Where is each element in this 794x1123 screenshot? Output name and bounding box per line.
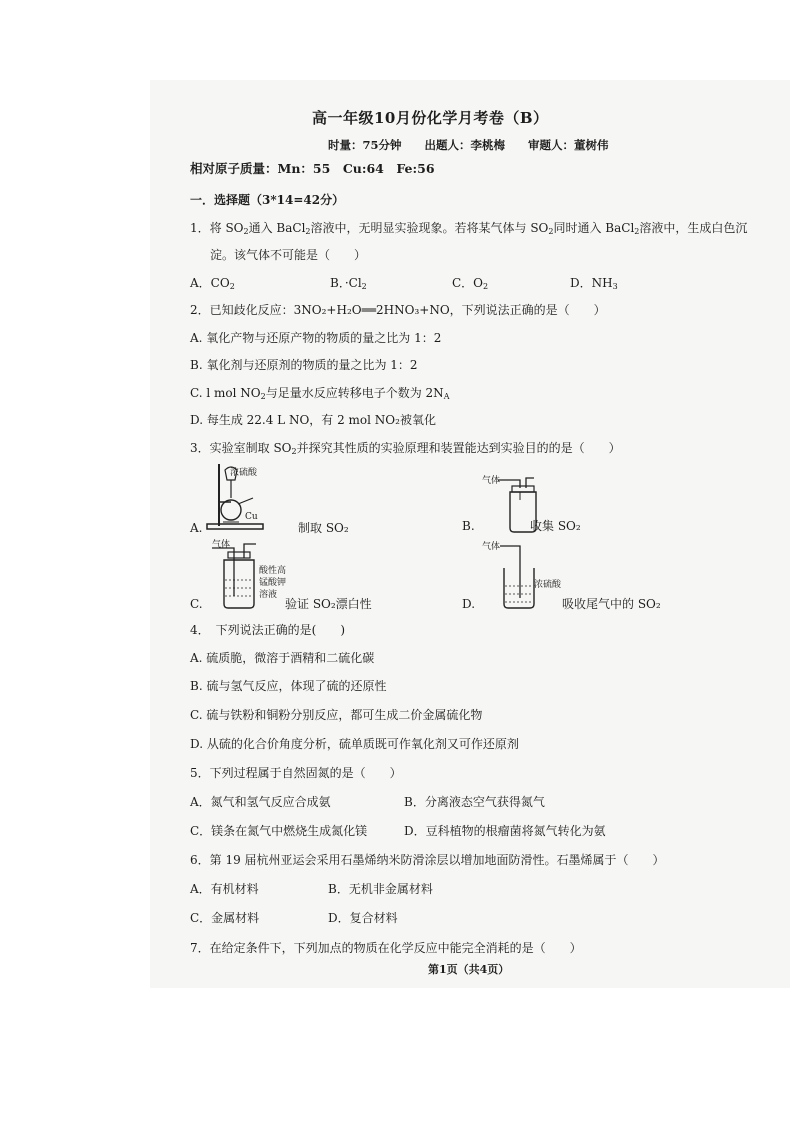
q3-c-solution-line2: 锰酸钾 [259,578,287,588]
q3-c-solution-line1: 酸性高 [259,566,287,576]
q7-stem: 7．在给定条件下，下列加点的物质在化学反应中能完全消耗的是（ ） [190,941,582,955]
q2-option-b[interactable]: B. 氧化剂与还原剂的物质的量之比为 1：2 [190,358,418,372]
q3-a-label-acid: 浓硫酸 [230,468,258,478]
q1-stem-line2: 淀。该气体不可能是（ ） [210,248,367,262]
q5-option-b[interactable]: B．分离液态空气获得氮气 [404,795,545,809]
q3-c-gas-label: 气体 [212,540,231,550]
beaker-absorption-apparatus [498,540,538,610]
q3-c-solution-line3: 溶液 [259,590,278,600]
q3-option-c-text: 验证 SO₂漂白性 [285,597,372,611]
exam-meta: 时量：75分钟 出题人：李桃梅 审题人：董树伟 [328,138,609,152]
q6-option-a[interactable]: A．有机材料 [190,882,259,896]
wash-bottle-apparatus [210,538,260,610]
page-footer: 第1页（共4页） [428,963,510,976]
q1-stem-line1: 1．将 $SO_2$通入 BaCl$_2$溶液中，无明显实验现象。若将某气体与 $SO_2$同时通入 BaCl$_2$溶液中，生成白色沉 [190,221,748,236]
q3-option-a-text: 制取 SO₂ [298,521,349,535]
q3-a-label-cu: Cu [245,512,258,522]
q1-option-a[interactable]: A．$CO_2$ [190,276,235,291]
q3-option-d-text: 吸收尾气中的 SO₂ [562,597,661,611]
q2-option-d[interactable]: D. 每生成 22.4 L NO，有 2 mol NO₂被氧化 [190,413,436,427]
q4-option-a[interactable]: A. 硫质脆，微溶于酒精和二硫化碳 [190,651,375,665]
q4-option-c[interactable]: C. 硫与铁粉和铜粉分别反应，都可生成二价金属硫化物 [190,708,483,722]
q3-option-c-label[interactable]: C. [190,597,203,611]
q3-d-acid-label: 浓硫酸 [534,580,562,590]
q6-option-b[interactable]: B．无机非金属材料 [328,882,433,896]
q1-option-b[interactable]: B．$\cdot Cl_2$ [330,276,367,291]
q6-option-d[interactable]: D．复合材料 [328,911,398,925]
q4-option-d[interactable]: D. 从硫的化合价角度分析，硫单质既可作氧化剂又可作还原剂 [190,737,519,751]
q5-option-d[interactable]: D．豆科植物的根瘤菌将氮气转化为氨 [404,824,606,838]
q6-option-c[interactable]: C．金属材料 [190,911,260,925]
q1-option-d[interactable]: D．$NH_3$ [570,276,618,291]
q3-option-d-label[interactable]: D. [462,597,476,611]
q4-option-b[interactable]: B. 硫与氢气反应，体现了硫的还原性 [190,679,387,693]
q1-option-c[interactable]: C．$O_2$ [452,276,489,291]
q6-stem: 6．第 19 届杭州亚运会采用石墨烯纳米防滑涂层以增加地面防滑性。石墨烯属于（ ） [190,853,665,867]
q3-option-b-label[interactable]: B. [462,519,475,533]
q2-stem: 2．已知歧化反应：3NO₂+H₂O══2HNO₃+NO，下列说法正确的是（ ） [190,303,606,317]
q3-option-b-text: 收集 SO₂ [530,519,581,533]
q5-option-a[interactable]: A．氮气和氢气反应合成氨 [190,795,331,809]
exam-title: 高一年级10月份化学月考卷（B） [312,109,549,127]
q3-b-gas-label: 气体 [482,476,501,486]
q2-option-c[interactable]: C. l mol $NO_2$与足量水反应转移电子个数为 $2N_A$ [190,386,450,401]
section-title: 一．选择题（3*14=42分） [190,193,345,207]
atomic-mass-line: 相对原子质量：Mn：55 Cu:64 Fe:56 [190,161,435,176]
q4-stem: 4． 下列说法正确的是( ) [190,623,345,637]
q3-stem: 3．实验室制取 $SO_2$并探究其性质的实验原理和装置能达到实验目的的是（ ） [190,441,621,456]
q3-d-gas-label: 气体 [482,542,501,552]
q2-option-a[interactable]: A. 氧化产物与还原产物的物质的量之比为 1：2 [190,331,442,345]
q3-option-a-label[interactable]: A. [190,521,203,535]
q5-option-c[interactable]: C．镁条在氮气中燃烧生成氮化镁 [190,824,368,838]
q5-stem: 5．下列过程属于自然固氮的是（ ） [190,766,402,780]
